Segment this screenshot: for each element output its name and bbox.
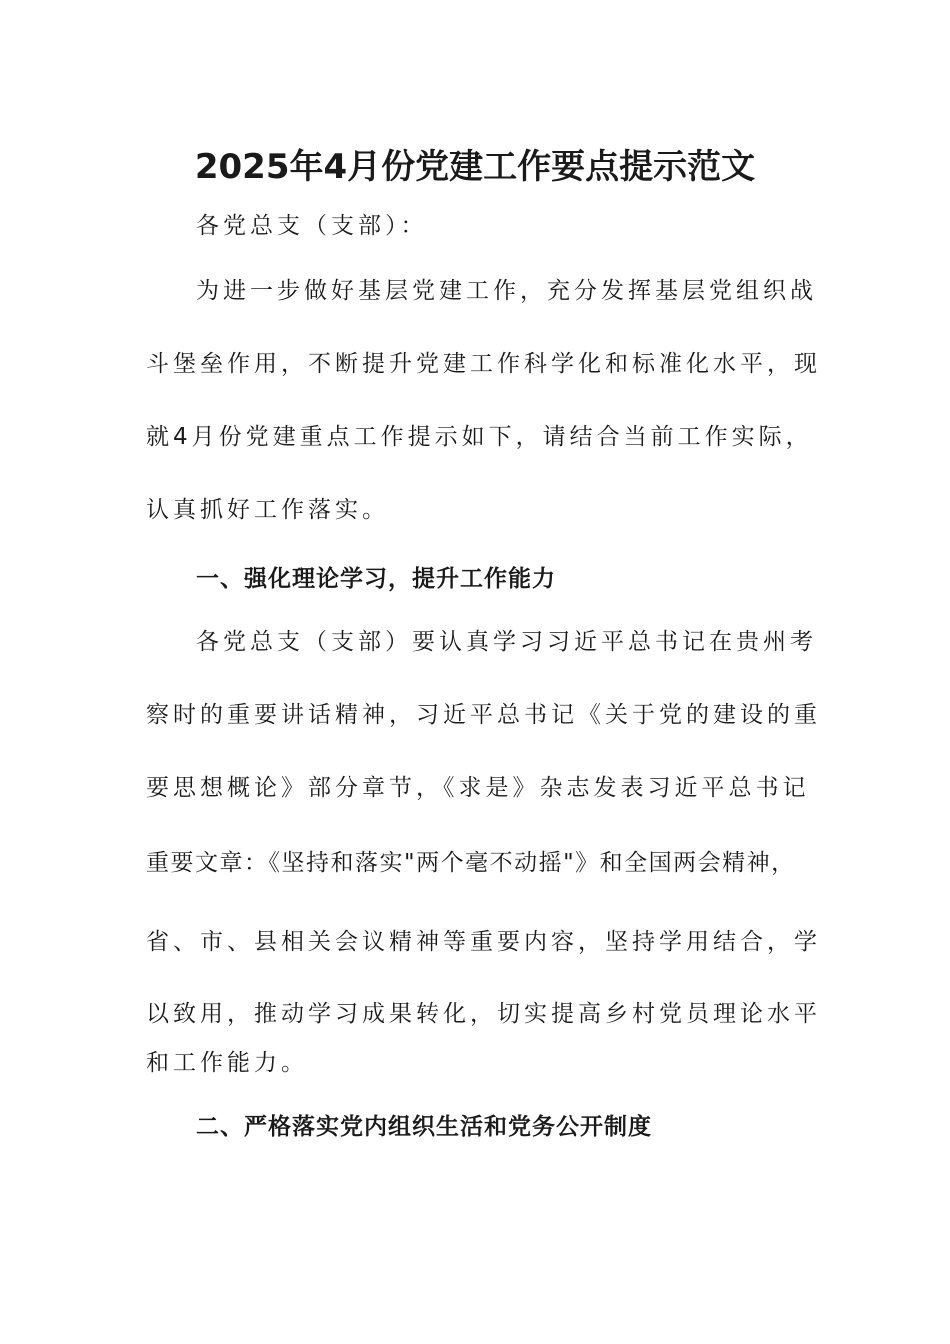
paragraph-line: 重要文章：《坚持和落实"两个毫不动摇"》和全国两会精神， [146, 850, 796, 876]
paragraph-line: 就4月份党建重点工作提示如下，请结合当前工作实际， [146, 424, 813, 450]
paragraph-line: 为进一步做好基层党建工作，充分发挥基层党组织战 [196, 278, 817, 304]
paragraph-line: 要思想概论》部分章节，《求是》杂志发表习近平总书记 [146, 775, 810, 801]
paragraph-line: 斗堡垒作用，不断提升党建工作科学化和标准化水平，现 [146, 351, 821, 377]
salutation: 各党总支（支部）： [196, 213, 428, 239]
paragraph-line: 以致用，推动学习成果转化，切实提高乡村党员理论水平 [146, 1001, 821, 1027]
paragraph-line: 各党总支（支部）要认真学习习近平总书记在贵州考 [196, 629, 817, 655]
document-title: 2025年4月份党建工作要点提示范文 [194, 147, 756, 187]
paragraph-line: 和工作能力。 [146, 1050, 308, 1076]
section-heading-2: 二、严格落实党内组织生活和党务公开制度 [196, 1114, 652, 1140]
paragraph-line: 察时的重要讲话精神，习近平总书记《关于党的建设的重 [146, 702, 821, 728]
paragraph-line: 省、市、县相关会议精神等重要内容，坚持学用结合，学 [146, 929, 821, 955]
section-heading-1: 一、强化理论学习，提升工作能力 [196, 566, 556, 592]
paragraph-line: 认真抓好工作落实。 [146, 497, 389, 523]
